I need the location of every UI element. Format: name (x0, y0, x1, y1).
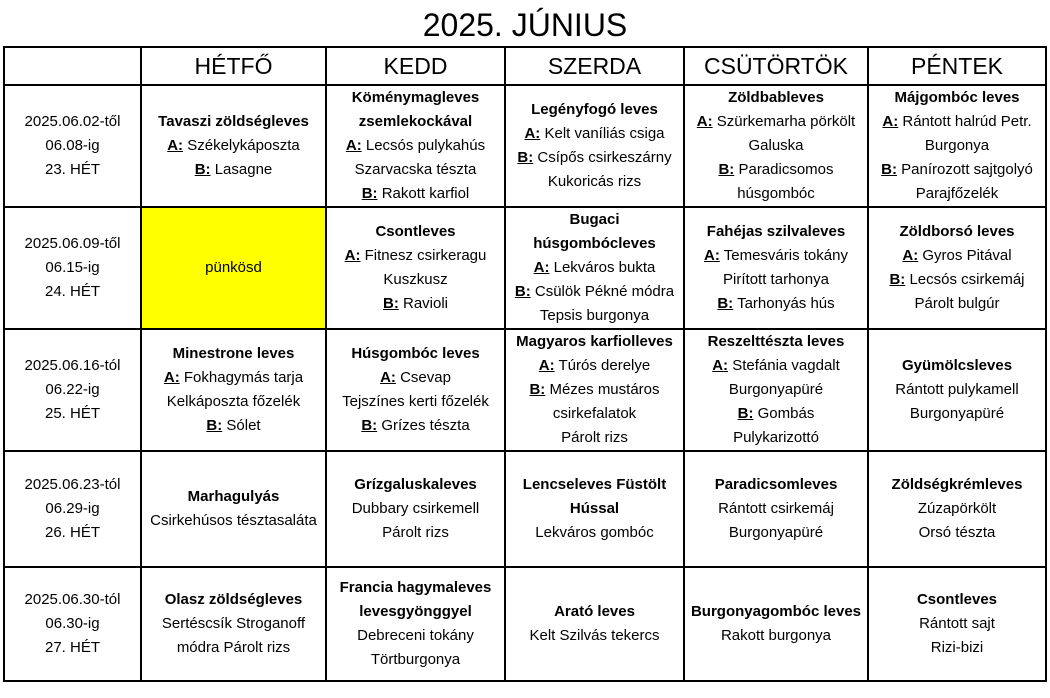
option-a-label: A: (380, 369, 396, 386)
main-dish: Rakott burgonya (720, 627, 832, 644)
option-a-label: A: (344, 247, 361, 264)
week-label-cell (4, 451, 141, 567)
menu-cell (141, 329, 326, 451)
week-number: 27. HÉT (44, 639, 101, 656)
option-a-label: A: (712, 357, 729, 374)
option-b: B: Gombás (737, 405, 815, 422)
option-a: A: Fitnesz csirkeragu (344, 247, 487, 264)
side-dish: Parajfőzelék (915, 185, 999, 202)
option-a: A: Túrós derelye (538, 357, 651, 374)
option-b: B: Tarhonyás hús (717, 295, 835, 312)
holiday-label: pünkösd (205, 259, 262, 276)
side-dish: Törtburgonya (370, 651, 461, 668)
side-dish: Galuska (748, 137, 804, 154)
option-a-label: A: (533, 259, 550, 276)
menu-cell (326, 329, 505, 451)
menu-cell (684, 207, 868, 329)
option-b: B: Grízes tészta (361, 417, 470, 434)
main-dish: Csirkehúsos tésztasaláta (150, 512, 317, 529)
side-dish: Párolt rizs (561, 429, 628, 446)
week-end: 06.29-ig (45, 500, 100, 517)
main-dish: Lekváros gombóc (535, 524, 654, 541)
side-dish: Pulykarizottó (733, 429, 819, 446)
menu-cell (505, 85, 684, 207)
side-dish: csirkefalatok (552, 405, 637, 422)
week-number: 25. HÉT (44, 405, 101, 422)
option-a: A: Stefánia vagdalt (712, 357, 840, 374)
option-a: A: Fokhagymás tarja (163, 369, 304, 386)
soup: Magyaros karfiolleves (516, 333, 673, 350)
option-b: B: Ravioli (382, 295, 448, 312)
week-start: 2025.06.09-től (24, 235, 121, 252)
option-a-label: A: (696, 113, 713, 130)
menu-cell (868, 451, 1046, 567)
option-a: A: Székelykáposzta (167, 137, 300, 154)
option-b-label: B: (737, 405, 754, 422)
header-empty (4, 47, 141, 85)
soup: Hússal (569, 500, 620, 517)
option-a-label: A: (704, 247, 720, 264)
page-title: 2025. JÚNIUS (422, 7, 628, 43)
option-b: B: Rakott karfiol (361, 185, 470, 202)
soup: Minestrone leves (172, 345, 295, 362)
menu-cell (326, 451, 505, 567)
soup: Grízgaluskaleves (354, 476, 477, 493)
side-dish: Tepsis burgonya (539, 307, 650, 324)
soup: Marhagulyás (187, 488, 280, 505)
week-end: 06.15-ig (45, 259, 100, 276)
soup: Májgombóc leves (894, 89, 1020, 106)
week-start: 2025.06.23-tól (24, 476, 121, 493)
side-dish: Burgonyapüré (909, 405, 1005, 422)
option-a: A: Rántott halrúd Petr. (882, 113, 1032, 130)
menu-cell (141, 451, 326, 567)
soup: Gyümölcsleves (901, 357, 1013, 374)
soup: Húsgombóc leves (351, 345, 480, 362)
holiday-cell (141, 207, 326, 329)
week-end: 06.08-ig (45, 137, 100, 154)
option-b-label: B: (514, 283, 531, 300)
soup: Csontleves (375, 223, 456, 240)
option-a-label: A: (163, 369, 180, 386)
option-b-label: B: (529, 381, 546, 398)
option-a-label: A: (902, 247, 919, 264)
week-start: 2025.06.30-tól (24, 591, 121, 608)
option-b-label: B: (717, 295, 734, 312)
menu-cell (868, 567, 1046, 681)
option-b-label: B: (206, 417, 223, 434)
header-row (4, 47, 1046, 85)
option-b: B: Csípős csirkeszárny (517, 149, 672, 166)
day-header-thursday: CSÜTÖRTÖK (684, 47, 868, 85)
option-a: A: Szürkemarha pörkölt (696, 113, 856, 130)
side-dish: Párolt rizs (382, 524, 449, 541)
option-a: A: Lecsós pulykahús (345, 137, 486, 154)
week-end: 06.30-ig (45, 615, 100, 632)
week-end: 06.22-ig (45, 381, 100, 398)
main-dish: Sertéscsík Stroganoff (161, 615, 306, 632)
week-start: 2025.06.16-tól (24, 357, 121, 374)
soup: Zöldségkrémleves (891, 476, 1023, 493)
day-header-friday: PÉNTEK (868, 47, 1046, 85)
side-dish: Burgonyapüré (728, 381, 824, 398)
soup: Csontleves (916, 591, 998, 608)
week-number: 26. HÉT (44, 524, 101, 541)
menu-cell (868, 85, 1046, 207)
option-a-label: A: (167, 137, 184, 154)
day-header-monday: HÉTFŐ (141, 47, 326, 85)
side-dish: Pirított tarhonya (723, 271, 829, 288)
menu-cell (505, 567, 684, 681)
soup: Köménymagleves zsemlekockával (351, 89, 480, 130)
week-row (4, 207, 1046, 329)
soup: Fahéjas szilvaleves (706, 223, 846, 240)
option-b-label: B: (194, 161, 211, 178)
option-b-label: B: (881, 161, 897, 178)
week-row (4, 85, 1046, 207)
main-dish: Zúzapörkölt (917, 500, 997, 517)
option-b-label: B: (517, 149, 534, 166)
main-dish: Dubbary csirkemell (351, 500, 480, 517)
option-b: B: Mézes mustáros (529, 381, 660, 398)
option-b-label: B: (361, 185, 378, 202)
side-dish: Tejszínes kerti főzelék (342, 393, 489, 410)
day-header-tuesday: KEDD (326, 47, 505, 85)
soup: Arató leves (554, 603, 635, 620)
week-label-cell (4, 329, 141, 451)
menu-cell (684, 85, 868, 207)
week-label-cell (4, 567, 141, 681)
menu-cell (505, 329, 684, 451)
week-start: 2025.06.02-től (24, 113, 121, 130)
menu-cell (684, 329, 868, 451)
option-b: B: Csülök Pékné módra (514, 283, 675, 300)
soup: Francia hagymaleves (339, 579, 492, 596)
option-b-label: B: (382, 295, 399, 312)
menu-cell (326, 85, 505, 207)
soup: Burgonyagombóc leves (690, 603, 862, 620)
main-dish: Debreceni tokány (357, 627, 474, 644)
week-row (4, 451, 1046, 567)
side-dish: húsgombóc (737, 185, 815, 202)
option-b: B: Sólet (206, 417, 261, 434)
option-b: B: Panírozott sajtgolyó (881, 161, 1033, 178)
option-a-label: A: (538, 357, 555, 374)
soup: Legényfogó leves (531, 101, 658, 118)
side-dish: Szarvacska tészta (354, 161, 477, 178)
option-a: A: Gyros Pitával (902, 247, 1012, 264)
soup: levesgyönggyel (359, 603, 472, 620)
menu-cell (141, 567, 326, 681)
week-label-cell (4, 207, 141, 329)
soup: Tavaszi zöldségleves (158, 113, 309, 130)
option-b-label: B: (889, 271, 906, 288)
menu-cell (141, 85, 326, 207)
menu-table (3, 46, 1047, 682)
side-dish: módra Párolt rizs (176, 639, 291, 656)
option-a: A: Lekváros bukta (533, 259, 656, 276)
menu-cell (684, 451, 868, 567)
option-a: A: Temesváris tokány (704, 247, 848, 264)
week-row (4, 567, 1046, 681)
menu-cell (868, 329, 1046, 451)
main-dish: Rántott csirkemáj (718, 500, 834, 517)
soup: Lencseleves Füstölt (522, 476, 667, 493)
side-dish: Orsó tészta (918, 524, 996, 541)
side-dish: Kuszkusz (383, 271, 448, 288)
main-dish: Kelt Szilvás tekercs (529, 627, 660, 644)
side-dish: Burgonyapüré (728, 524, 824, 541)
menu-cell (326, 567, 505, 681)
menu-cell (505, 451, 684, 567)
option-b-label: B: (361, 417, 378, 434)
soup: Zöldbableves (728, 89, 824, 106)
option-a: A: Kelt vaníliás csiga (524, 125, 665, 142)
soup: húsgombócleves (533, 235, 656, 252)
side-dish: Kukoricás rizs (547, 173, 642, 190)
day-header-wednesday: SZERDA (505, 47, 684, 85)
week-row (4, 329, 1046, 451)
option-b-label: B: (718, 161, 735, 178)
menu-cell (326, 207, 505, 329)
soup: Zöldborsó leves (899, 223, 1015, 240)
week-number: 23. HÉT (44, 161, 101, 178)
menu-cell (868, 207, 1046, 329)
option-a-label: A: (882, 113, 899, 130)
week-label-cell (4, 85, 141, 207)
main-dish: Rántott sajt (919, 615, 995, 632)
menu-cell (505, 207, 684, 329)
menu-cell (684, 567, 868, 681)
side-dish: Rizi-bizi (930, 639, 984, 656)
option-a-label: A: (524, 125, 541, 142)
week-number: 24. HÉT (44, 283, 101, 300)
option-b: B: Paradicsomos (718, 161, 834, 178)
soup: Olasz zöldségleves (164, 591, 303, 608)
soup: Bugaci (569, 211, 620, 228)
option-b: B: Lecsós csirkemáj (889, 271, 1025, 288)
soup: Paradicsomleves (714, 476, 838, 493)
soup: Reszelttészta leves (707, 333, 845, 350)
main-dish: Rántott pulykamell (895, 381, 1019, 398)
side-dish: Kelkáposzta főzelék (166, 393, 301, 410)
side-dish: Burgonya (924, 137, 990, 154)
option-a: A: Csevap (380, 369, 451, 386)
side-dish: Párolt bulgúr (914, 295, 1000, 312)
option-a-label: A: (345, 137, 362, 154)
option-b: B: Lasagne (194, 161, 273, 178)
